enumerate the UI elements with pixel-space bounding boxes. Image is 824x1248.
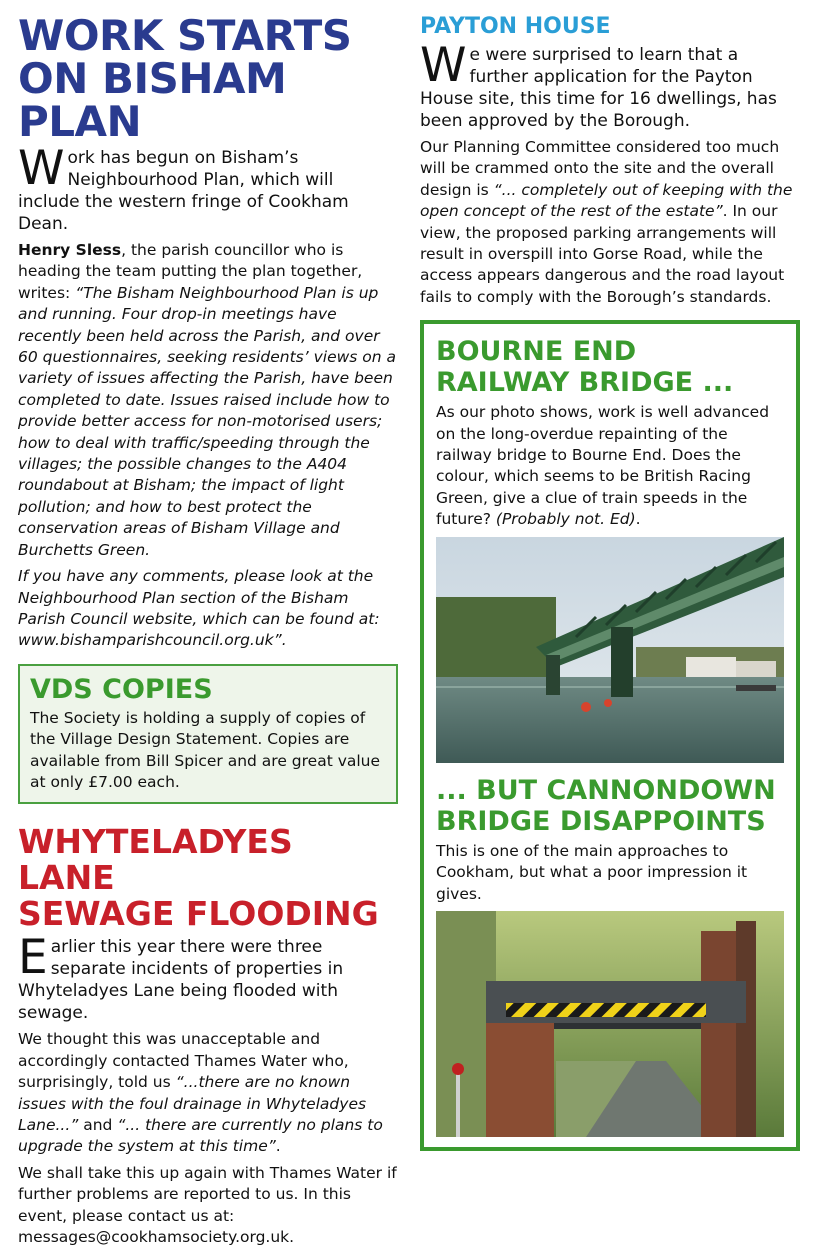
whyteladyes-article bbox=[18, 824, 398, 1248]
bisham-comment: If you have any comments, please look at the Neighbourhood Plan section of the Bisham Parish Council website, which can be found at: www.bishamparishcouncil.org.uk”. bbox=[18, 567, 380, 650]
bisham-lead: Work has begun on Bisham’s Neighbourhood Plan, which will include the western fringe of Cookham Dean. bbox=[18, 141, 349, 234]
bourne-title: BOURNE END RAILWAY BRIDGE ... bbox=[436, 336, 734, 399]
bisham-article bbox=[18, 11, 398, 652]
vds-box bbox=[18, 664, 398, 805]
whyteladyes-contact: We shall take this up again with Thames Water if further problems are reported to us. In this event, please contact us at: messages@cookhamsociety.org.uk. bbox=[18, 1163, 397, 1246]
whyteladyes-para: We thought this was unacceptable and accordingly contacted Thames Water who, surprisingly, told us “...there are no known issues with the foul drainage in Whyteladyes Lane...” and “... there are currently no plans to upgrade the system at this time”. bbox=[18, 1030, 383, 1156]
payton-lead: We were surprised to learn that a further application for the Payton House site, this time for 16 dwellings, has been approved by the Borough. bbox=[420, 38, 777, 131]
left-column bbox=[18, 11, 398, 1248]
payton-title: PAYTON HOUSE bbox=[420, 14, 611, 39]
vds-text: The Society is holding a supply of copies of the Village Design Statement. Copies are available from Bill Spicer and are great value at only £7.00 each. bbox=[30, 708, 381, 791]
bisham-para: Henry Sless, the parish councillor who is heading the team putting the plan together, writes: “The Bisham Neighbourhood Plan is up and running. Four drop-in meetings have recently been held across the Parish, and over 60 questionnaires, seeking residents’ views on a variety of issues affecting the Parish, have been completed to date. Issues raised include how to provide better access for non-motorised users; how to deal with traffic/speeding through the villages; the possible changes to the A404 roundabout at Bisham; the impact of light pollution; and how to best protect the conservation areas of Bisham Village and Burchetts Green. bbox=[18, 241, 397, 559]
drop-cap: W bbox=[18, 141, 65, 196]
bridges-box bbox=[420, 320, 800, 1151]
bourne-text: As our photo shows, work is well advanced on the long-overdue repainting of the railway bridge to Bourne End. Does the colour, which seems to be British Racing Green, give a clue of train speeds in the future? (Probably not. Ed). bbox=[436, 403, 770, 529]
cannondown-bridge-photo bbox=[436, 911, 784, 1137]
bisham-title: WORK STARTS ON BISHAM PLAN bbox=[18, 11, 352, 146]
whyteladyes-lead: Earlier this year there were three separate incidents of properties in Whyteladyes Lane being flooded with sewage. bbox=[18, 930, 344, 1024]
railway-bridge-photo bbox=[436, 537, 784, 763]
vds-title: VDS COPIES bbox=[30, 673, 213, 705]
right-column bbox=[420, 14, 800, 1151]
payton-para: Our Planning Committee considered too much will be crammed onto the site and the overall design is “... completely out of keeping with the open concept of the rest of the estate”. In our view, the proposed parking arrangements will result in overspill into Gorse Road, while the access appears dangerous and the road layout fails to comply with the Borough’s standards. bbox=[420, 138, 793, 306]
cannondown-title: ... BUT CANNONDOWN BRIDGE DISAPPOINTS bbox=[436, 774, 776, 837]
cannondown-text: This is one of the main approaches to Cookham, but what a poor impression it gives. bbox=[436, 841, 748, 903]
payton-article bbox=[420, 14, 800, 308]
drop-cap: E bbox=[18, 930, 48, 986]
drop-cap: W bbox=[420, 38, 467, 93]
whyteladyes-title: WHYTELADYES LANE SEWAGE FLOODING bbox=[18, 822, 379, 934]
author-name: Henry Sless bbox=[18, 241, 122, 259]
